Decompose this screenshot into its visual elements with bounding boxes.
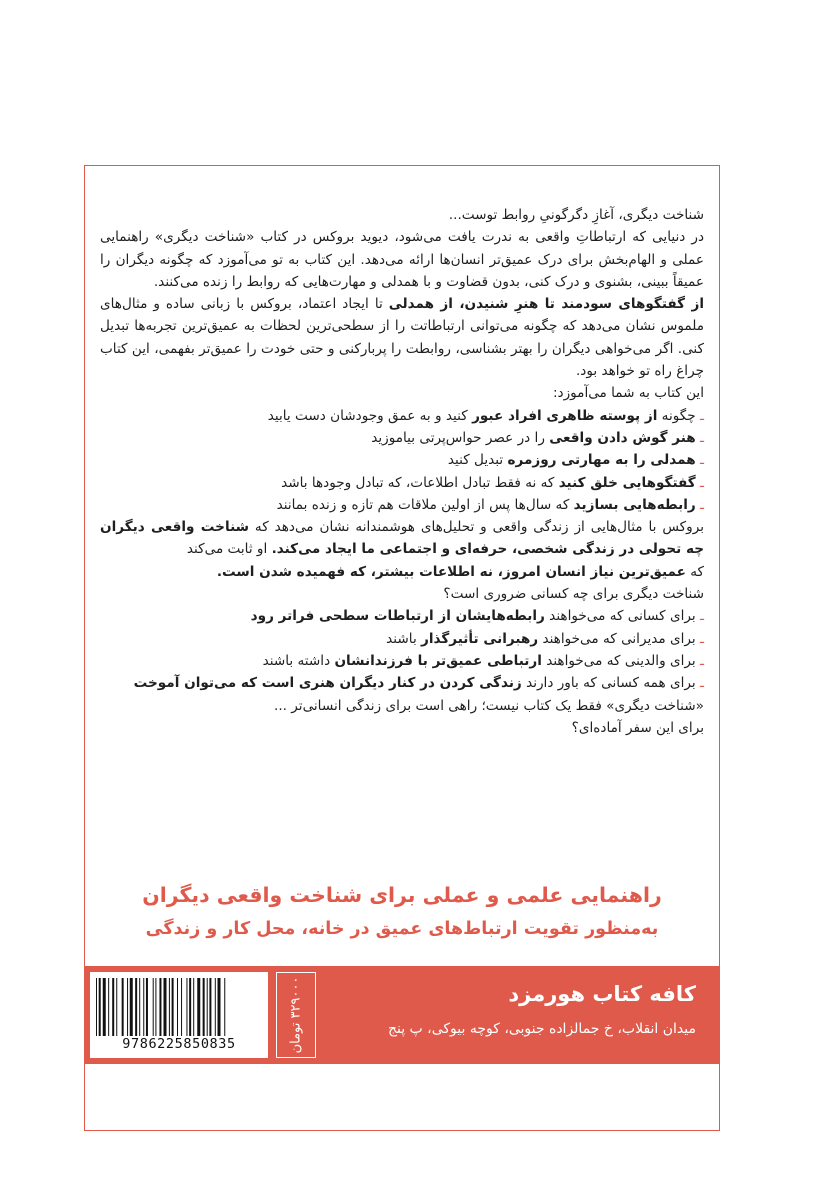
audience-item: ـ برای والدینی که می‌خواهند ارتباطی عمیق‌تر با فرزندانشان داشته باشند bbox=[100, 650, 704, 672]
tagline-line-2: به‌منظور تقویت ارتباط‌های عمیق در خانه، محل کار و زندگی bbox=[145, 919, 659, 939]
isbn-number: 9786225850835 bbox=[122, 1036, 236, 1052]
conversation-highlight: از گفتگوهای سودمند تا هنرِ شنیدن، از همدلی bbox=[388, 296, 704, 313]
teach-item: ـ هنر گوش دادن واقعی را در عصر حواس‌پرتی بیاموزید bbox=[100, 427, 704, 449]
barcode-icon bbox=[94, 978, 264, 1036]
price-label bbox=[276, 972, 316, 1058]
teach-item: ـ چگونه از پوسته ظاهری افراد عبور کنید و به عمق وجودشان دست یابید bbox=[100, 405, 704, 427]
publisher-name: کافه کتاب هورمزد bbox=[508, 982, 696, 1006]
audience-item: ـ برای مدیرانی که می‌خواهند رهبرانی تأثیرگذار باشند bbox=[100, 628, 704, 650]
tagline bbox=[96, 877, 708, 945]
intro-line: شناخت دیگری، آغازِ دگرگونیِ روابط توست... bbox=[448, 207, 704, 223]
closing-line: «شناخت دیگری» فقط یک کتاب نیست؛ راهی است برای زندگی انسانی‌تر ... bbox=[274, 697, 704, 714]
impact-paragraph: بروکس با مثال‌هایی از زندگی واقعی و تحلیل‌های هوشمندانه نشان می‌دهد که شناخت واقعی دیگران چه تحولی در زندگی شخصی، حرفه‌ای و اجتماعی ما ایجاد می‌کند. او ثابت می‌کند bbox=[100, 519, 704, 558]
conversation-paragraph: از گفتگوهای سودمند تا هنرِ شنیدن، از همدلی تا ایجاد اعتماد، بروکس با زبانی ساده و مثال‌های ملموس نشان می‌دهد که چگونه می‌توانی ارتباطاتت را از سطحی‌ترین لحظات به عمیق‌ترین تجربه‌ها تبدیل کنی. اگر می‌خواهی دیگران را بهتر بشناسی، روابطت را پربارکنی و حتی خودت را عمیق‌تر بفهمی، این کتاب چراغ راه تو خواهد بود. bbox=[100, 296, 704, 380]
audience-heading: شناخت دیگری برای چه کسانی ضروری است؟ bbox=[443, 586, 704, 603]
audience-item: ـ برای کسانی که می‌خواهند رابطه‌هایشان از ارتباطات سطحی فراتر رود bbox=[100, 605, 704, 627]
publisher-address: میدان انقلاب، خ جمالزاده جنوبی، کوچه بیوکی، پ پنج bbox=[387, 1021, 696, 1037]
publisher-footer bbox=[84, 966, 720, 1064]
teaches-heading: این کتاب به شما می‌آموزد: bbox=[552, 385, 704, 402]
price-text: ۳۲۹۰۰۰ تومان bbox=[288, 976, 304, 1054]
barcode bbox=[90, 972, 268, 1058]
back-cover-blurb bbox=[100, 204, 704, 739]
intro-paragraph: در دنیایی که ارتباطاتِ واقعی به ندرت یافت می‌شود، دیوید بروکس در کتاب «شناخت دیگری» راهنمایی عملی و الهام‌بخش برای درک عمیق‌تر انسان‌ها ارائه می‌دهد. این کتاب به تو می‌آموزد که چگونه دیگران را عمیقاً ببینی، بشنوی و درک کنی، بدون قضاوت و با همدلی و مهارت‌هایی که روابط را زنده می‌کنند. bbox=[100, 229, 704, 290]
teach-item: ـ گفتگوهایی خلق کنید که نه فقط تبادل اطلاعات، که تبادل وجودها باشد bbox=[100, 472, 704, 494]
teach-item: ـ همدلی را به مهارتی روزمره تبدیل کنید bbox=[100, 449, 704, 471]
closing-question: برای این سفر آماده‌ای؟ bbox=[571, 719, 704, 736]
core-need-line: که عمیق‌ترین نیاز انسان امروز، نه اطلاعات بیشتر، که فهمیده شدن است. bbox=[216, 563, 704, 580]
tagline-line-1: راهنمایی علمی و عملی برای شناخت واقعی دیگران bbox=[142, 883, 662, 907]
teach-item: ـ رابطه‌هایی بسازید که سال‌ها پس از اولین ملاقات هم تازه و زنده بمانند bbox=[100, 494, 704, 516]
audience-item: ـ برای همه کسانی که باور دارند زندگی کردن در کنار دیگران هنری است که می‌توان آموخت bbox=[100, 672, 704, 694]
